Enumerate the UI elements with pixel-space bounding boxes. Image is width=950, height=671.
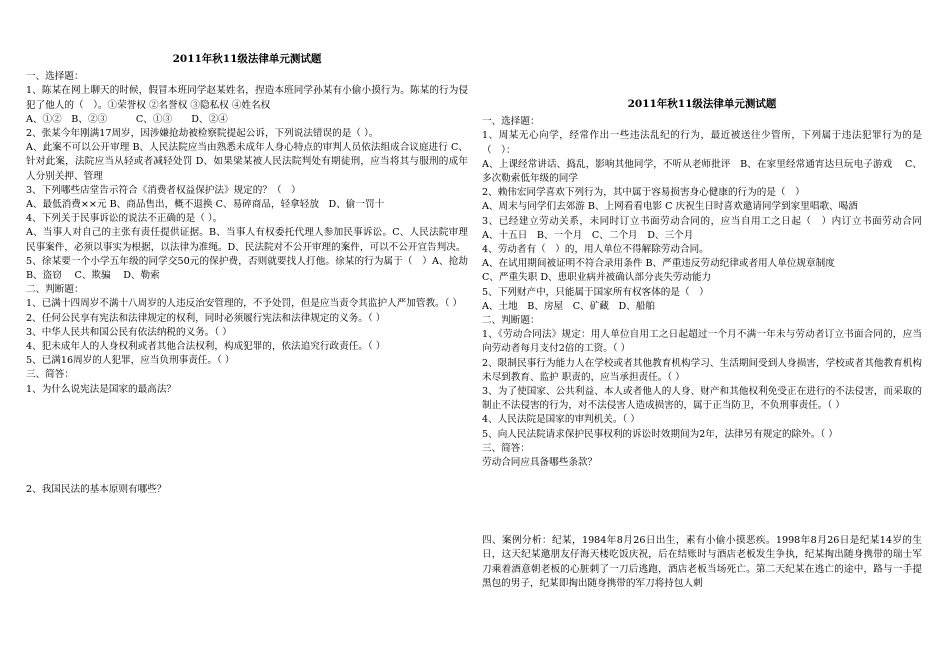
left-line: 3、中华人民共和国公民有依法纳税的义务。（ ） <box>26 326 232 338</box>
right-line: A、在试用期间被证明不符合录用条件 B、严重违反劳动纪律或者用人单位规章制度 <box>482 258 835 270</box>
right-answer-space <box>482 470 922 534</box>
left-line: 3、下列哪些店堂告示符合《消费者权益保护法》规定的？（ ） <box>26 184 301 196</box>
right-title: 2011年秋11级法律单元测试题 <box>627 98 777 110</box>
left-line: 5、已满16周岁的人犯罪，应当负刑事责任。（ ） <box>26 355 235 367</box>
right-question-list <box>482 115 932 470</box>
right-line: 5、向人民法院请求保护民事权利的诉讼时效期间为2年，法律另有规定的除外。（ ） <box>482 428 838 440</box>
left-line: 三、简答： <box>26 369 74 381</box>
right-line: A、上课经常讲话、捣乱，影响其他同学，不听从老师批评 B、在家里经常通宵达旦玩电子游戏 C、多次勒索低年级的同学 <box>482 158 922 185</box>
right-line: 劳动合同应具备哪些条款？ <box>482 457 598 469</box>
right-line: 二、判断题： <box>482 315 540 327</box>
left-line: 4、下列关于民事诉讼的说法不正确的是（ ）。 <box>26 213 223 225</box>
left-line: 2、张某今年刚满17周岁，因涉嫌抢劫被检察院提起公诉，下列说法错误的是（ ）。 <box>26 128 379 140</box>
right-line: 4、人民法院是国家的审判机关。（ ） <box>482 414 640 426</box>
right-line: A、周末与同学们去郊游 B、上网看看电影 C 庆祝生日时喜欢邀请同学到家里唱歌、喝酒 <box>482 201 858 213</box>
left-line: A、最低消费××元 B、商品售出，概不退换 C、易碎商品，轻拿轻放 D、偷一罚十 <box>26 199 385 211</box>
left-line: 1、陈某在网上聊天的时候，假冒本班同学赵某姓名，捏造本班同学孙某有小偷小摸行为。陈某的行为侵犯了他人的（ ）。①荣誉权 ②名誉权 ③隐私权 ④姓名权 <box>26 85 468 111</box>
right-column <box>482 97 932 591</box>
right-line: 3、为了使国家、公共利益、本人或者他人的人身、财产和其他权利免受正在进行的不法侵害，而采取的制止不法侵害的行为，对不法侵害人造成损害的，属于正当防卫，不负刑事责任。（ ） <box>482 386 922 412</box>
right-line: 3、已经建立劳动关系，未同时订立书面劳动合同的，应当自用工之日起（ ）内订立书面劳动合同 A、十五日 B、一个月 C、二个月 D、三个月 <box>482 215 932 241</box>
right-line: 三、简答： <box>482 442 530 454</box>
left-line: A、①② B、②③ C、①③ D、②④ <box>26 113 228 125</box>
case-analysis: 四、案例分析：纪某，1984年8月26日出生，素有小偷小摸恶疾。1998年8月26日是纪某14岁的生日，这天纪某邀朋友仔海天楼吃饭庆祝，后在结账时与酒店老板发生争执，纪某掏出随身携带的瑞士军刀乘着酒意朝老板的心脏刺了一刀后逃跑，酒店老板当场死亡。第二天纪某在逃亡的途中，路与一手提黑包的男子，纪某即掏出随身携带的军刀将持包人刺 <box>482 535 922 589</box>
right-line: 1、周某无心向学，经常作出一些违法乱纪的行为，最近被送往少管所，下列属于违法犯罪行为的是（ ）： <box>482 130 922 156</box>
left-line: 2、任何公民享有宪法和法律规定的权利，同时必须履行宪法和法律规定的义务。（ ） <box>26 312 386 324</box>
left-line: 二、判断题： <box>26 284 84 296</box>
left-line: 1、已满十四周岁不满十八周岁的人违反治安管理的，不予处罚，但是应当责令其监护人严加管教。（ ） <box>26 298 463 310</box>
left-line: 4、犯未成年人的人身权利或者其他合法权利，构成犯罪的，依法追究行政责任。（ ） <box>26 341 386 353</box>
left-column <box>26 52 478 497</box>
right-line: 一、选择题： <box>482 116 540 128</box>
right-line: 1、《劳动合同法》规定：用人单位自用工之日起超过一个月不满一年未与劳动者订立书面合同的，应当向劳动者每月支付2倍的工资。（ ） <box>482 329 922 355</box>
left-line: A、此案不可以公开审理 B、人民法院应当由熟悉未成年人身心特点的审判人员依法组成合议庭进行 C、针对此案，法院应当从轻或者减轻处罚 D、如果梁某被人民法院判处有期徒刑，应当将其与服刑的成年人分别关押、管理 <box>26 142 468 182</box>
left-line: A、当事人对自己的主张有责任提供证据。B、当事人有权委托代理人参加民事诉讼。C、人民法院审理民事案件，必须以事实为根据，以法律为准绳。D、民法院对不公开审理的案件，可以不公开宣告判决。 <box>26 227 468 253</box>
right-line: A、土地 B、房屋 C、矿藏 D、船舶 <box>482 300 655 312</box>
left-line: 1、为什么说宪法是国家的最高法？ <box>26 383 177 395</box>
left-question-list <box>26 70 478 397</box>
right-line: 4、劳动者有（ ）的，用人单位不得解除劳动合同。 <box>482 244 709 256</box>
left-line: 一、选择题： <box>26 71 84 83</box>
right-line: 5、下列财产中，只能属于国家所有权客体的是（ ） <box>482 286 709 298</box>
left-line: 5、徐某要一个小学五年级的同学交50元的保护费，否则就要找人打他。徐某的行为属于（ ）A、抢劫 B、盗窃 C、欺骗 D、勒索 <box>26 255 478 282</box>
left-last-question: 2、我国民法的基本原则有哪些？ <box>26 483 167 495</box>
right-line: 2、赖伟宏同学喜欢下列行为，其中属于容易损害身心健康的行为的是（ ） <box>482 187 805 199</box>
right-line: C、严重失职 D、患职业病并被确认部分丧失劳动能力 <box>482 272 712 284</box>
left-title: 2011年秋11级法律单元测试题 <box>172 53 322 65</box>
left-answer-space <box>26 397 468 483</box>
right-line: 2、限制民事行为能力人在学校或者其他教育机构学习、生活期间受到人身损害，学校或者其他教育机构未尽到教育、监护 职责的，应当承担责任。（ ） <box>482 357 922 383</box>
